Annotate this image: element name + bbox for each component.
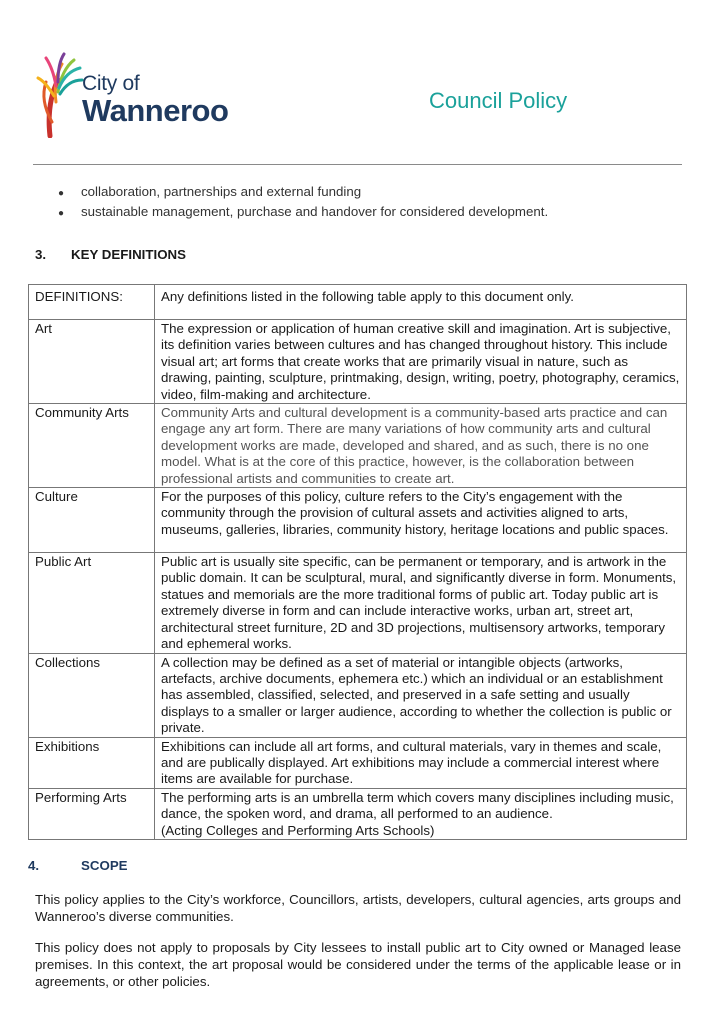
scope-paragraph-2: This policy does not apply to proposals by City lessees to install public art to City owned or Managed lease premises. In this context, the art proposal would be considered under the terms of the applicable lease or in agreements, or other policies. — [35, 940, 681, 989]
table-row — [29, 788, 687, 839]
table-header-desc: Any definitions listed in the following table apply to this document only. — [155, 285, 687, 320]
list-item — [56, 183, 548, 203]
logo-line-2: Wanneroo — [82, 93, 229, 128]
bullet-dot-icon: ● — [58, 208, 65, 219]
definition-desc-note: (Acting Colleges and Performing Arts Schools) — [161, 822, 435, 838]
section-heading-3 — [35, 247, 186, 262]
policy-title: Council Policy — [429, 88, 568, 113]
definition-desc: Community Arts and cultural development is a community-based arts practice and can engage any art form. There are many variations of how community arts and cultural development works are made, developed and shared, and as such, there is no one model. What is at the core of this practice, however, is the collaboration between professional artists and communities to create art. — [155, 404, 687, 488]
definition-term: Performing Arts — [29, 788, 155, 839]
city-logo — [36, 52, 266, 138]
list-item — [56, 203, 548, 223]
definition-term: Art — [29, 320, 155, 404]
header-divider — [33, 164, 682, 165]
definition-term: Public Art — [29, 553, 155, 653]
definition-desc: A collection may be defined as a set of material or intangible objects (artworks, artefacts, archive documents, ephemera etc.) which an individual or an establishment has assembled, classified, selected, and preserved in a safe setting and usually displays to a smaller or larger audience, according to whether the collection is public or private. — [155, 653, 687, 737]
definition-desc-main: The performing arts is an umbrella term which covers many disciplines including music, dance, the spoken word, and drama, all performed to an audience. — [161, 789, 674, 822]
definition-term: Culture — [29, 488, 155, 553]
definitions-table — [28, 284, 687, 840]
definition-term: Exhibitions — [29, 737, 155, 788]
logo-line-1: City of — [82, 72, 140, 95]
bullet-text: collaboration, partnerships and external funding — [81, 184, 362, 199]
bullet-text: sustainable management, purchase and handover for considered development. — [81, 204, 549, 219]
section-number: 3. — [35, 247, 47, 262]
table-header-term: DEFINITIONS: — [29, 285, 155, 320]
definition-term: Collections — [29, 653, 155, 737]
table-header-row — [29, 285, 687, 320]
definition-desc — [155, 788, 687, 839]
section-number: 4. — [28, 858, 40, 873]
table-row — [29, 553, 687, 653]
section-title: SCOPE — [81, 858, 128, 873]
definition-term: Community Arts — [29, 404, 155, 488]
table-row — [29, 653, 687, 737]
definition-desc: Public art is usually site specific, can be permanent or temporary, and is artwork in the public domain. It can be sculptural, mural, and significantly diverse in form. Monuments, statues and memorials are the more traditional forms of public art. Today public art is extremely diverse in form and can include interactive works, urban art, street art, architectural street furniture, 2D and 3D projections, multisensory artworks, temporary and ephemeral works. — [155, 553, 687, 653]
grass-tree-logo-icon — [36, 52, 84, 138]
table-row — [29, 488, 687, 553]
section-heading-4 — [28, 858, 128, 873]
table-row — [29, 737, 687, 788]
table-row — [29, 320, 687, 404]
section-title: KEY DEFINITIONS — [71, 247, 187, 262]
definition-desc: For the purposes of this policy, culture refers to the City’s engagement with the community through the provision of cultural assets and activities aligned to arts, museums, galleries, libraries, community history, heritage locations and public spaces. — [155, 488, 687, 553]
bullet-list — [56, 183, 548, 223]
definition-desc: Exhibitions can include all art forms, and cultural materials, vary in themes and scale, and are publically displayed. Art exhibitions may include a commercial interest where items are available for purchase. — [155, 737, 687, 788]
bullet-dot-icon: ● — [58, 188, 65, 199]
scope-paragraph-1: This policy applies to the City’s workforce, Councillors, artists, developers, cultural agencies, arts groups and Wanneroo’s diverse communities. — [35, 892, 681, 924]
table-row — [29, 404, 687, 488]
definition-desc: The expression or application of human creative skill and imagination. Art is subjective, its definition varies between cultures and has changed throughout history. This include visual art; art forms that create works that are primarily visual in nature, such as drawing, painting, sculpture, printmaking, design, writing, poetry, photography, ceramics, video, film-making and architecture. — [155, 320, 687, 404]
